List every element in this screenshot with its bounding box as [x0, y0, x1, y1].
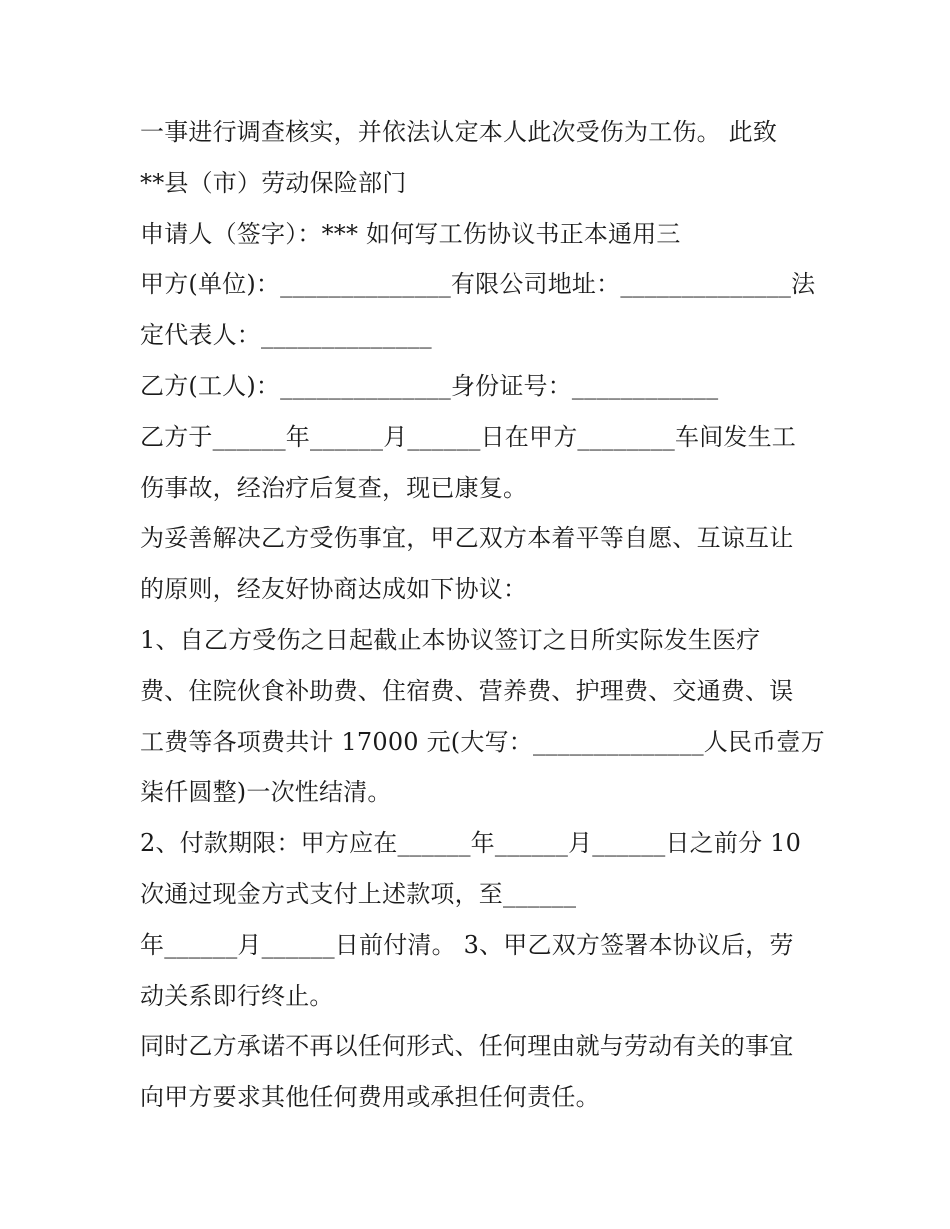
- text-line: 甲方(单位)：______________有限公司地址：______________法: [140, 270, 816, 299]
- text-line: 工费等各项费共计 17000 元(大写：______________人民币壹万: [140, 727, 825, 756]
- text-line: 柒仟圆整)一次性结清。: [140, 778, 392, 807]
- text-line: 1、自乙方受伤之日起截止本协议签订之日所实际发生医疗: [140, 625, 761, 654]
- text-line: **县（市）劳动保险部门: [140, 168, 407, 197]
- text-line: 向甲方要求其他任何费用或承担任何责任。: [140, 1083, 600, 1112]
- text-line: 费、住院伙食补助费、住宿费、营养费、护理费、交通费、误: [140, 676, 794, 705]
- text-line: 年______月______日前付清。 3、甲乙双方签署本协议后，劳: [140, 930, 794, 959]
- text-line: 乙方(工人)：______________身份证号：____________: [140, 371, 719, 400]
- text-line: 为妥善解决乙方受伤事宜，甲乙双方本着平等自愿、互谅互让: [140, 524, 794, 553]
- text-line: 一事进行调查核实，并依法认定本人此次受伤为工伤。 此致: [140, 118, 778, 146]
- text-line: 2、付款期限：甲方应在______年______月______日之前分 10: [140, 829, 802, 858]
- text-line: 的原则，经友好协商达成如下协议：: [140, 575, 528, 604]
- text-line: 定代表人：______________: [140, 321, 432, 350]
- text-line: 伤事故，经治疗后复查，现已康复。: [140, 473, 528, 502]
- text-line: 乙方于______年______月______日在甲方________车间发生工: [140, 422, 796, 451]
- text-line: 申请人（签字）：*** 如何写工伤协议书正本通用三: [140, 219, 681, 248]
- text-line: 同时乙方承诺不再以任何形式、任何理由就与劳动有关的事宜: [140, 1032, 794, 1061]
- document-body: [140, 107, 825, 1123]
- text-line: 动关系即行终止。: [140, 981, 334, 1010]
- text-line: 次通过现金方式支付上述款项，至______: [140, 879, 577, 908]
